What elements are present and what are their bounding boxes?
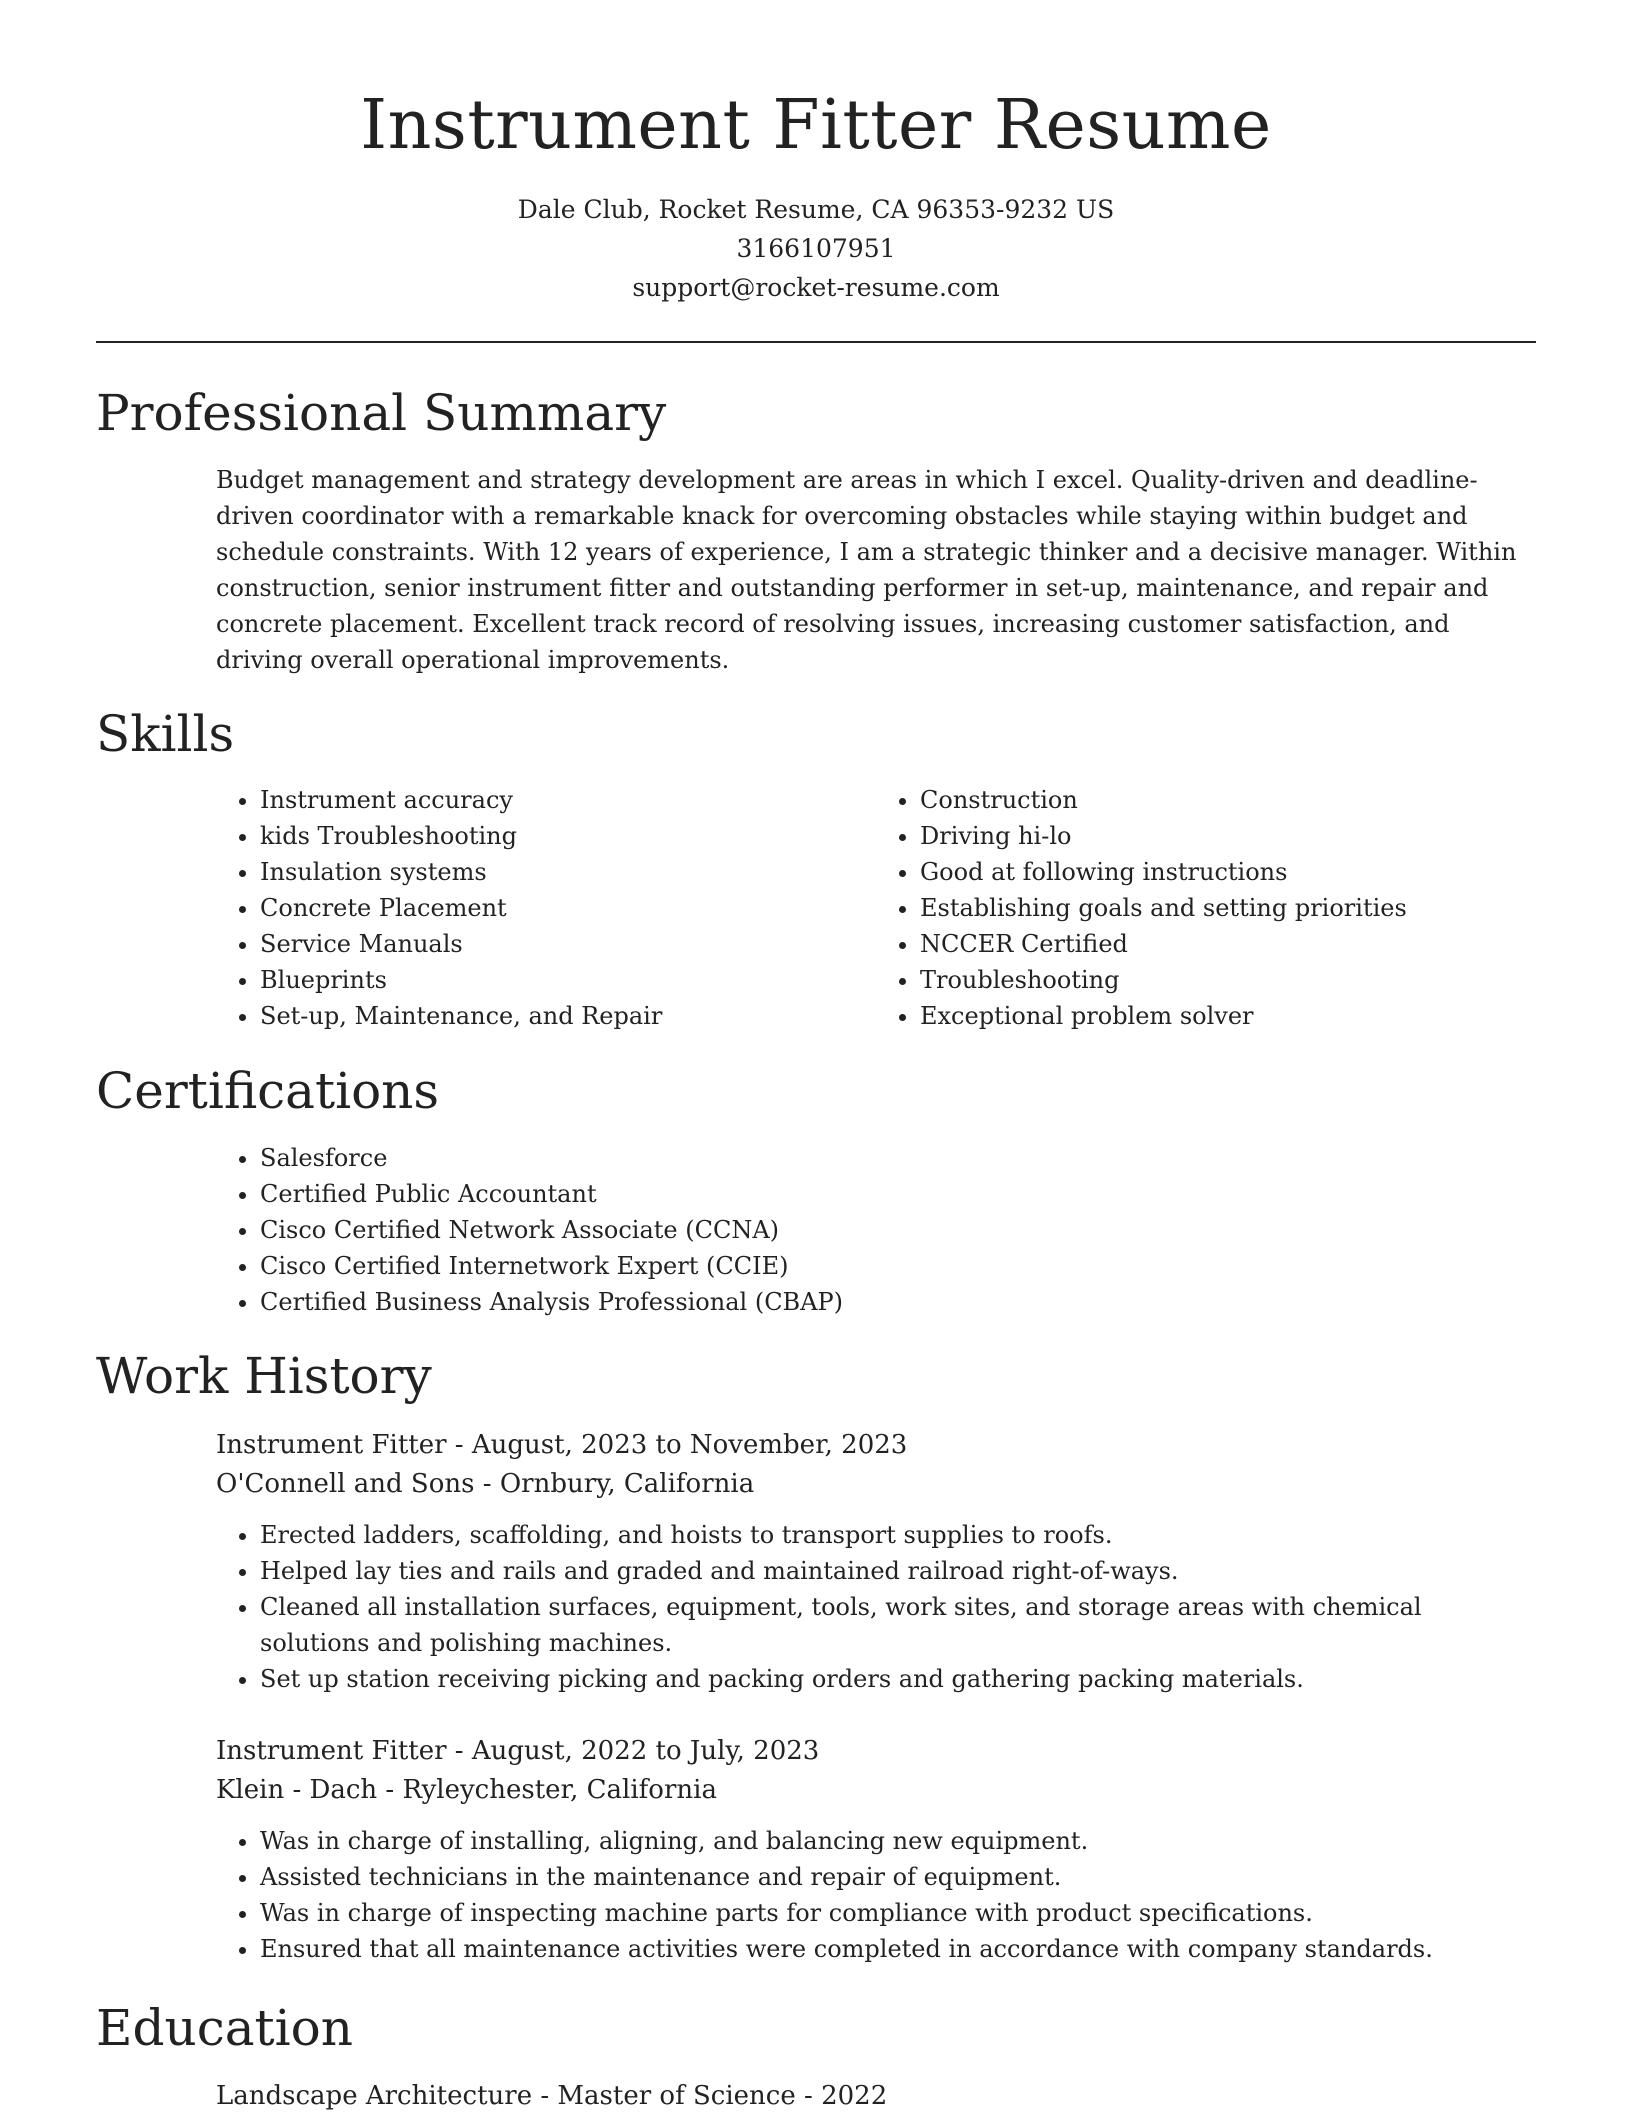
job-entry bbox=[216, 1426, 1536, 1697]
summary-heading: Professional Summary bbox=[96, 384, 667, 442]
job-title-line: Instrument Fitter - August, 2023 to November, 2023 bbox=[216, 1430, 908, 1460]
skill-item: • Exceptional problem solver bbox=[920, 998, 1536, 1034]
job-duty-item: • Cleaned all installation surfaces, equipment, tools, work sites, and storage areas with chemical solutions and polishing machines. bbox=[260, 1589, 1536, 1661]
job-duty-item: • Erected ladders, scaffolding, and hoists to transport supplies to roofs. bbox=[260, 1517, 1536, 1553]
certification-item: • Certified Business Analysis Professional (CBAP) bbox=[260, 1284, 1536, 1320]
education-heading: Education bbox=[96, 1999, 353, 2057]
job-location: Ornbury, California bbox=[499, 1469, 755, 1499]
skill-item: • Troubleshooting bbox=[920, 962, 1536, 998]
skills-list-left bbox=[216, 782, 876, 1034]
skill-item: • Driving hi-lo bbox=[920, 818, 1536, 854]
certification-item: • Certified Public Accountant bbox=[260, 1176, 1536, 1212]
job-duty-item: • Set up station receiving picking and packing orders and gathering packing materials. bbox=[260, 1661, 1536, 1697]
certification-item: • Salesforce bbox=[260, 1140, 1536, 1176]
job-dates: August, 2023 to November, 2023 bbox=[471, 1430, 908, 1460]
skill-item: • Instrument accuracy bbox=[260, 782, 876, 818]
education-entry: Landscape Architecture - Master of Science - 2022 bbox=[216, 2081, 888, 2111]
job-title: Instrument Fitter bbox=[216, 1736, 447, 1766]
education-field: Landscape Architecture bbox=[216, 2081, 533, 2111]
certification-item: • Cisco Certified Internetwork Expert (CCIE) bbox=[260, 1248, 1536, 1284]
work-history-heading: Work History bbox=[96, 1347, 432, 1405]
header-divider bbox=[96, 341, 1536, 343]
job-title: Instrument Fitter bbox=[216, 1430, 447, 1460]
skill-item: • kids Troubleshooting bbox=[260, 818, 876, 854]
certifications-heading: Certifications bbox=[96, 1062, 440, 1120]
contact-address: Dale Club, Rocket Resume, CA 96353-9232 US bbox=[517, 195, 1115, 224]
job-duties-list bbox=[216, 1517, 1536, 1697]
skill-item: • Service Manuals bbox=[260, 926, 876, 962]
contact-block bbox=[96, 190, 1536, 307]
job-duties-list bbox=[216, 1823, 1536, 1967]
job-entry bbox=[216, 1732, 1536, 1967]
education-degree: Master of Science bbox=[557, 2081, 796, 2111]
skill-item: • Construction bbox=[920, 782, 1536, 818]
skill-item: • Set-up, Maintenance, and Repair bbox=[260, 998, 876, 1034]
job-company: O'Connell and Sons bbox=[216, 1469, 475, 1499]
job-duty-item: • Assisted technicians in the maintenance and repair of equipment. bbox=[260, 1859, 1536, 1895]
skill-item: • Blueprints bbox=[260, 962, 876, 998]
education-section bbox=[216, 2077, 1536, 2116]
skills-columns bbox=[216, 782, 1536, 1034]
job-title-line: Instrument Fitter - August, 2022 to July, 2023 bbox=[216, 1736, 820, 1766]
skill-item: • Establishing goals and setting priorities bbox=[920, 890, 1536, 926]
skill-item: • Good at following instructions bbox=[920, 854, 1536, 890]
job-location: Ryleychester, California bbox=[402, 1775, 717, 1805]
certifications-list bbox=[216, 1140, 1536, 1320]
resume-title: Instrument Fitter Resume bbox=[360, 86, 1272, 165]
skill-item: • Insulation systems bbox=[260, 854, 876, 890]
contact-phone: 3166107951 bbox=[736, 234, 896, 263]
certifications-section bbox=[216, 1140, 1536, 1320]
job-duty-item: • Was in charge of installing, aligning, and balancing new equipment. bbox=[260, 1823, 1536, 1859]
summary-text: Budget management and strategy development are areas in which I excel. Quality-driven and deadline-driven coordinator with a remarkable knack for overcoming obstacles while staying within budget and schedule constraints. With 12 years of experience, I am a strategic thinker and a decisive manager. Within construction, senior instrument fitter and outstanding performer in set-up, maintenance, and repair and concrete placement. Excellent track record of resolving issues, increasing customer satisfaction, and driving overall operational improvements. bbox=[216, 466, 1517, 674]
skill-item: • Concrete Placement bbox=[260, 890, 876, 926]
job-duty-item: • Helped lay ties and rails and graded and maintained railroad right-of-ways. bbox=[260, 1553, 1536, 1589]
contact-email: support@rocket-resume.com bbox=[632, 273, 1000, 302]
job-duty-item: • Ensured that all maintenance activities were completed in accordance with company standards. bbox=[260, 1931, 1536, 1967]
job-company-line: Klein - Dach - Ryleychester, California bbox=[216, 1775, 717, 1805]
education-year: 2022 bbox=[821, 2081, 888, 2111]
skills-section bbox=[216, 782, 1536, 1034]
job-duty-item: • Was in charge of inspecting machine parts for compliance with product specifications. bbox=[260, 1895, 1536, 1931]
job-company-line: O'Connell and Sons - Ornbury, California bbox=[216, 1469, 755, 1499]
skill-item: • NCCER Certified bbox=[920, 926, 1536, 962]
job-company: Klein - Dach bbox=[216, 1775, 378, 1805]
skills-heading: Skills bbox=[96, 705, 235, 763]
skills-list-right bbox=[876, 782, 1536, 1034]
certification-item: • Cisco Certified Network Associate (CCNA) bbox=[260, 1212, 1536, 1248]
job-dates: August, 2022 to July, 2023 bbox=[471, 1736, 820, 1766]
summary-section bbox=[216, 462, 1536, 678]
